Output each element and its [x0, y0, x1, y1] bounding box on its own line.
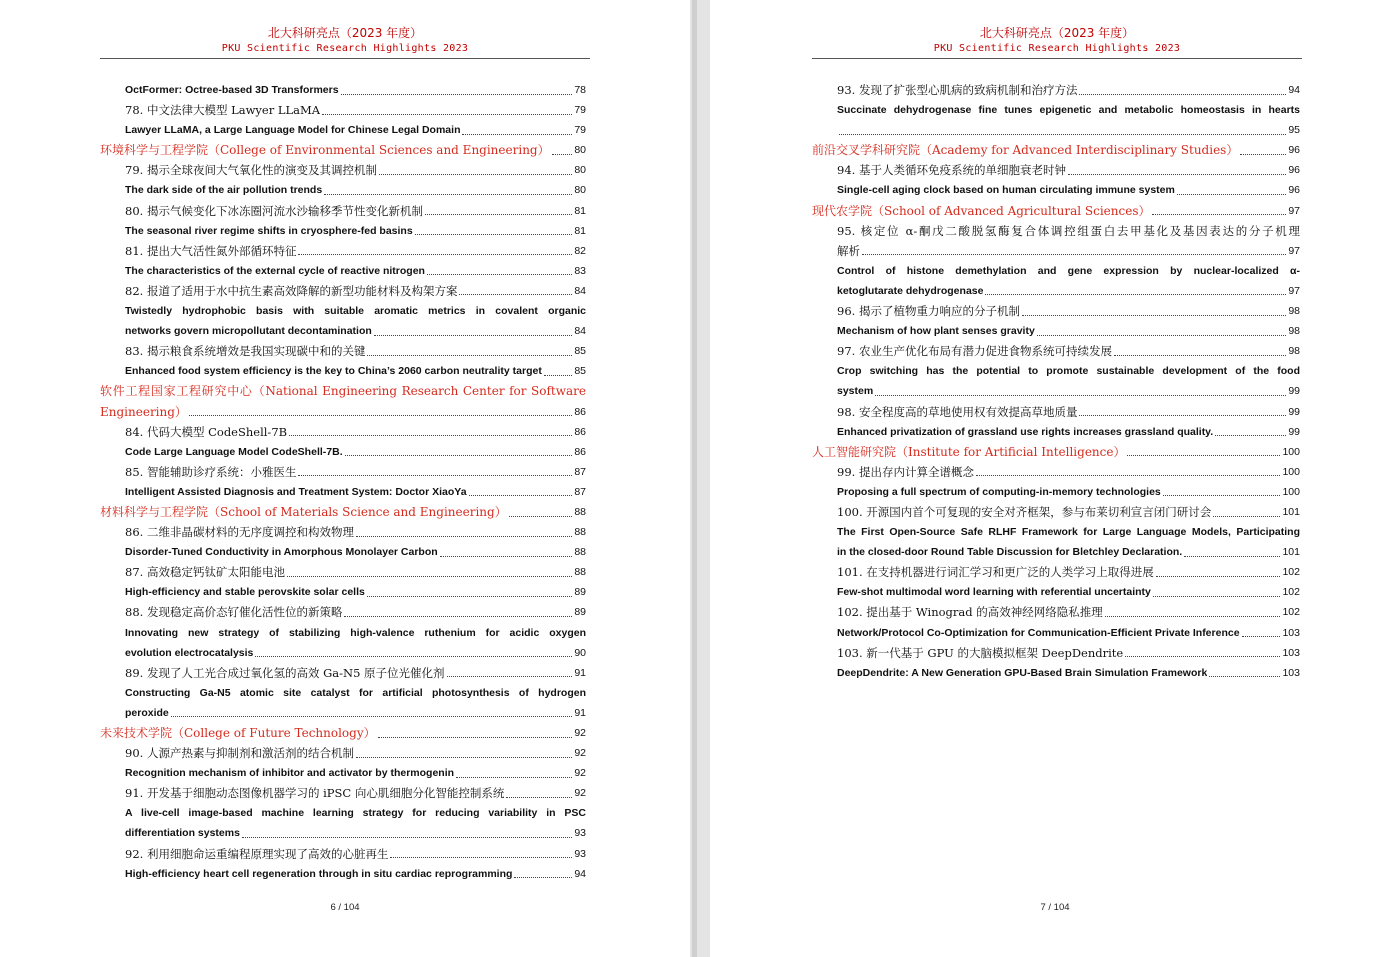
toc-leader-dots	[1125, 656, 1280, 657]
toc-leader-dots	[1037, 335, 1287, 336]
toc-section-heading[interactable]	[100, 502, 586, 522]
toc-entry[interactable]	[812, 341, 1300, 361]
toc-page-number: 102	[1282, 586, 1300, 599]
toc-entry-title: Control of histone demethylation and gene expression by nuclear-localized α-	[837, 264, 1300, 277]
toc-leader-dots	[1127, 455, 1280, 456]
toc-leader-dots	[1022, 315, 1286, 316]
toc-page-number: 96	[1288, 184, 1300, 197]
page-gutter	[690, 0, 710, 957]
toc-entry[interactable]	[812, 582, 1300, 602]
toc-entry-title: 84. 代码大模型 CodeShell-7B	[125, 424, 288, 439]
toc-entry-title: 99. 提出存内计算全谱概念	[837, 464, 974, 479]
toc-page-number: 98	[1288, 345, 1300, 358]
toc-page-number: 94	[1288, 84, 1300, 96]
toc-leader-dots	[1114, 355, 1286, 356]
toc-entry[interactable]	[812, 361, 1300, 381]
toc-entry-title: 91. 开发基于细胞动态图像机器学习的 iPSC 向心肌细胞分化智能控制系统	[125, 786, 505, 801]
toc-entry[interactable]	[100, 522, 586, 542]
toc-entry-title: The First Open-Source Safe RLHF Framework for Large Language Models, Participating	[837, 526, 1300, 539]
toc-entry[interactable]	[100, 241, 586, 261]
toc-entry[interactable]	[100, 100, 586, 120]
toc-page-number: 81	[574, 204, 586, 217]
toc-entry[interactable]	[812, 623, 1300, 643]
toc-entry-title: Succinate dehydrogenase fine tunes epigenetic and metabolic homeostasis in hearts	[837, 104, 1300, 117]
toc-entry-title: 79. 揭示全球夜间大气氧化性的演变及其调控机制	[125, 163, 377, 178]
toc-page-number: 80	[574, 164, 586, 177]
toc-leader-dots	[298, 475, 572, 476]
toc-page-number: 79	[574, 124, 586, 137]
toc-leader-dots	[976, 475, 1281, 476]
toc-entry-title: 86. 二维非晶碳材料的无序度调控和构效物理	[125, 525, 354, 540]
toc-entry[interactable]	[100, 844, 586, 864]
toc-leader-dots	[324, 194, 572, 195]
toc-page-number: 100	[1282, 445, 1300, 458]
toc-entry[interactable]	[812, 502, 1300, 522]
toc-leader-dots	[875, 395, 1286, 396]
toc-entry-title: 83. 揭示粮食系统增效是我国实现碳中和的关键	[125, 344, 366, 359]
toc-entry[interactable]	[100, 462, 586, 482]
toc-leader-dots	[322, 114, 572, 115]
toc-entry-title: Few-shot multimodal word learning with referential uncertainty	[837, 586, 1151, 599]
toc-leader-dots	[514, 877, 572, 878]
toc-entry-title: Proposing a full spectrum of computing-in-memory technologies	[837, 485, 1161, 498]
toc-entry[interactable]	[100, 602, 586, 622]
toc-entry[interactable]	[812, 180, 1300, 200]
toc-entry[interactable]	[812, 281, 1300, 301]
toc-page-number: 92	[574, 727, 586, 739]
toc-entry[interactable]	[100, 120, 586, 140]
toc-page-number: 90	[574, 646, 586, 659]
toc-leader-dots	[374, 335, 573, 336]
toc-page-number: 83	[574, 264, 586, 277]
toc-entry-title: networks govern micropollutant decontamination	[125, 325, 372, 338]
page-7	[710, 0, 1400, 957]
toc-leader-dots	[1153, 596, 1281, 597]
toc-leader-dots	[378, 737, 573, 738]
toc-page-number: 103	[1282, 626, 1300, 639]
toc-section-heading[interactable]	[100, 402, 586, 422]
toc-leader-dots	[425, 214, 572, 215]
toc-entry[interactable]	[100, 180, 586, 200]
toc-leader-dots	[1215, 435, 1286, 436]
page-header	[812, 26, 1302, 56]
toc-entry[interactable]	[812, 160, 1300, 180]
toc-entry-title: Disorder-Tuned Conductivity in Amorphous Monolayer Carbon	[125, 546, 438, 559]
toc-entry-title: Crop switching has the potential to promote sustainable development of the food	[837, 365, 1300, 378]
toc-entry-title: Enhanced food system efficiency is the key to China’s 2060 carbon neutrality target	[125, 365, 542, 378]
toc-leader-dots	[255, 656, 572, 657]
toc-page-number: 89	[574, 606, 586, 619]
toc-leader-dots	[189, 415, 572, 416]
toc-entry-title: 未来技术学院（College of Future Technology）	[100, 726, 376, 740]
toc-leader-dots	[839, 134, 1286, 135]
toc-entry[interactable]	[812, 482, 1300, 502]
toc-leader-dots	[985, 294, 1286, 295]
toc-section-heading[interactable]	[812, 201, 1300, 221]
toc-leader-dots	[1152, 214, 1286, 215]
toc-leader-dots	[356, 757, 572, 758]
toc-page-number: 99	[1288, 425, 1300, 438]
toc-page-number: 91	[574, 666, 586, 679]
page-number: 6 / 104	[330, 902, 360, 913]
toc-entry-title: 81. 提出大气活性氮外部循环特征	[125, 243, 297, 258]
toc-entry[interactable]	[100, 562, 586, 582]
toc-leader-dots	[298, 254, 572, 255]
toc-entry-title: 80. 揭示气候变化下冰冻圈河流水沙输移季节性变化新机制	[125, 203, 423, 218]
toc-page-number: 102	[1282, 606, 1300, 619]
toc-entry-title: 97. 农业生产优化布局有潜力促进食物系统可持续发展	[837, 344, 1112, 359]
toc-section-heading[interactable]	[812, 442, 1300, 462]
toc-leader-dots	[459, 294, 572, 295]
toc-leader-dots	[1163, 495, 1281, 496]
header-title-zh: 北大科研亮点（2023 年度）	[267, 26, 423, 40]
toc-page-number: 100	[1282, 485, 1300, 498]
toc-section-heading[interactable]	[100, 381, 586, 401]
toc-entry[interactable]	[100, 482, 586, 502]
toc-entry[interactable]	[100, 321, 586, 341]
toc-entry[interactable]	[100, 683, 586, 703]
toc-page-number: 98	[1288, 325, 1300, 338]
toc-entry[interactable]	[812, 321, 1300, 341]
toc-leader-dots	[171, 716, 573, 717]
toc-leader-dots	[1068, 174, 1286, 175]
toc-entry[interactable]	[812, 522, 1300, 542]
toc-list	[812, 80, 1300, 683]
toc-entry[interactable]	[100, 803, 586, 823]
toc-page-number: 101	[1282, 505, 1300, 518]
toc-entry-title: 90. 人源产热素与抑制剂和激活剂的结合机制	[125, 746, 354, 761]
toc-leader-dots	[1156, 576, 1281, 577]
toc-entry-title: The seasonal river regime shifts in cryosphere-fed basins	[125, 224, 413, 237]
toc-leader-dots	[509, 516, 573, 517]
toc-leader-dots	[379, 174, 572, 175]
toc-entry-title: Network/Protocol Co-Optimization for Communication-Efficient Private Inference	[837, 626, 1240, 639]
toc-page-number: 98	[1288, 305, 1300, 318]
toc-entry[interactable]	[100, 864, 586, 884]
toc-section-heading[interactable]	[100, 140, 586, 160]
toc-entry-title: Constructing Ga-N5 atomic site catalyst for artificial photosynthesis of hydrogen	[125, 686, 586, 699]
toc-entry[interactable]	[100, 763, 586, 783]
toc-page-number: 96	[1288, 164, 1300, 177]
toc-entry-title: Single-cell aging clock based on human circulating immune system	[837, 184, 1175, 197]
toc-leader-dots	[1105, 616, 1281, 617]
toc-leader-dots	[367, 596, 572, 597]
toc-leader-dots	[1213, 516, 1280, 517]
toc-leader-dots	[862, 254, 1286, 255]
toc-entry-title: 102. 提出基于 Winograd 的高效神经网络隐私推理	[837, 605, 1103, 620]
toc-entry[interactable]	[100, 261, 586, 281]
toc-page-number: 100	[1282, 465, 1300, 478]
toc-entry[interactable]	[812, 261, 1300, 281]
toc-page-number: 102	[1282, 566, 1300, 579]
toc-entry-title: Engineering）	[100, 404, 187, 419]
toc-page-number: 87	[574, 465, 586, 478]
page-header	[100, 26, 590, 56]
toc-page-number: 85	[574, 365, 586, 378]
toc-page-number: 86	[574, 405, 586, 418]
toc-entry-title: 100. 开源国内首个可复现的安全对齐框架，参与布莱切利宣言闭门研讨会	[837, 504, 1212, 519]
toc-entry[interactable]	[812, 462, 1300, 482]
toc-entry[interactable]	[100, 663, 586, 683]
toc-entry-title: Intelligent Assisted Diagnosis and Treatment System: Doctor XiaoYa	[125, 485, 467, 498]
toc-page-number: 103	[1282, 666, 1300, 679]
toc-entry-title: 92. 利用细胞命运重编程原理实现了高效的心脏再生	[125, 846, 389, 861]
toc-leader-dots	[344, 616, 572, 617]
toc-entry-title: 78. 中文法律大模型 Lawyer LLaMA	[125, 103, 321, 118]
toc-entry[interactable]	[100, 221, 586, 241]
toc-entry-title: system	[837, 385, 874, 398]
toc-page-number: 92	[574, 787, 586, 800]
toc-leader-dots	[462, 134, 572, 135]
toc-page-number: 94	[574, 867, 586, 880]
toc-leader-dots	[289, 435, 572, 436]
toc-entry-title: Mechanism of how plant senses gravity	[837, 325, 1035, 338]
toc-list	[100, 80, 586, 884]
page-6	[0, 0, 690, 957]
toc-entry-title: Enhanced privatization of grassland use rights increases grassland quality.	[837, 425, 1214, 438]
header-title-en: PKU Scientific Research Highlights 2023	[221, 43, 469, 54]
toc-leader-dots	[456, 777, 572, 778]
toc-page-number: 80	[574, 144, 586, 157]
toc-page-number: 99	[1288, 385, 1300, 398]
toc-page-number: 82	[574, 244, 586, 257]
toc-page-number: 89	[574, 586, 586, 599]
toc-entry[interactable]	[812, 221, 1300, 241]
toc-leader-dots	[356, 536, 572, 537]
toc-entry-title: 94. 基于人类循环免疫系统的单细胞衰老时钟	[837, 163, 1066, 178]
toc-entry[interactable]	[100, 623, 586, 643]
toc-page-number: 84	[574, 325, 586, 338]
toc-entry-title: The characteristics of the external cycle of reactive nitrogen	[125, 264, 425, 277]
toc-entry-title: 85. 智能辅助诊疗系统：小雅医生	[125, 464, 297, 479]
toc-entry-title: ketoglutarate dehydrogenase	[837, 284, 984, 297]
toc-entry-title: evolution electrocatalysis	[125, 646, 254, 659]
toc-leader-dots	[440, 556, 573, 557]
toc-page-number: 92	[574, 767, 586, 780]
toc-entry[interactable]	[812, 100, 1300, 120]
toc-entry-title: differentiation systems	[125, 827, 240, 840]
toc-entry-title: peroxide	[125, 706, 169, 719]
toc-entry-title: 环境科学与工程学院（College of Environmental Sciences and Engineering）	[100, 143, 550, 158]
toc-leader-dots	[345, 455, 573, 456]
toc-entry-title: 93. 发现了扩张型心肌病的致病机制和治疗方法	[837, 83, 1078, 97]
toc-entry[interactable]	[812, 301, 1300, 321]
toc-entry-title: OctFormer: Octree-based 3D Transformers	[125, 84, 339, 96]
toc-page-number: 101	[1282, 546, 1300, 559]
toc-entry-title: Recognition mechanism of inhibitor and activator by thermogenin	[125, 767, 455, 780]
toc-entry[interactable]	[100, 442, 586, 462]
toc-entry-title: 87. 高效稳定钙钛矿太阳能电池	[125, 565, 285, 580]
toc-entry-title: Code Large Language Model CodeShell-7B.	[125, 445, 343, 458]
toc-section-heading[interactable]	[812, 140, 1300, 160]
toc-leader-dots	[1079, 415, 1286, 416]
toc-page-number: 93	[574, 847, 586, 860]
toc-entry[interactable]	[812, 402, 1300, 422]
toc-page-number: 97	[1288, 284, 1300, 297]
toc-entry-title: High-efficiency and stable perovskite solar cells	[125, 586, 365, 599]
toc-entry[interactable]	[100, 341, 586, 361]
toc-entry-title: 98. 安全程度高的草地使用权有效提高草地质量	[837, 404, 1078, 419]
toc-entry-title: 前沿交叉学科研究院（Academy for Advanced Interdisciplinary Studies）	[812, 143, 1239, 158]
toc-page-number: 95	[1288, 124, 1300, 137]
toc-entry[interactable]	[100, 703, 586, 723]
toc-entry-title: 82. 报道了适用于水中抗生素高效降解的新型功能材料及构架方案	[125, 283, 458, 298]
toc-leader-dots	[1079, 94, 1286, 95]
toc-entry-title: in the closed-door Round Table Discussion for Bletchley Declaration.	[837, 546, 1183, 559]
toc-page-number: 97	[1288, 244, 1300, 257]
toc-page-number: 87	[574, 485, 586, 498]
toc-entry[interactable]	[100, 743, 586, 763]
toc-page-number: 88	[574, 546, 586, 559]
toc-page-number: 91	[574, 706, 586, 719]
toc-page-number: 85	[574, 345, 586, 358]
toc-entry-title: 96. 揭示了植物重力响应的分子机制	[837, 304, 1020, 319]
toc-entry-title: 人工智能研究院（Institute for Artificial Intelligence）	[812, 444, 1126, 459]
toc-leader-dots	[427, 274, 572, 275]
toc-entry[interactable]	[812, 542, 1300, 562]
toc-leader-dots	[341, 94, 573, 95]
header-rule	[812, 58, 1302, 59]
header-rule	[100, 58, 590, 59]
toc-entry-title: 89. 发现了人工光合成过氧化氢的高效 Ga-N5 原子位光催化剂	[125, 665, 445, 680]
toc-entry-title: 101. 在支持机器进行词汇学习和更广泛的人类学习上取得进展	[837, 565, 1154, 580]
toc-entry-title: 88. 发现稳定高价态钌催化活性位的新策略	[125, 605, 343, 620]
toc-section-heading[interactable]	[100, 723, 586, 743]
toc-entry[interactable]	[100, 582, 586, 602]
toc-leader-dots	[544, 375, 572, 376]
toc-entry[interactable]	[100, 542, 586, 562]
toc-leader-dots	[1242, 636, 1281, 637]
toc-entry[interactable]	[100, 361, 586, 381]
page-number: 7 / 104	[1040, 902, 1070, 913]
toc-entry[interactable]	[100, 160, 586, 180]
toc-entry-title: High-efficiency heart cell regeneration through in situ cardiac reprogramming	[125, 867, 513, 880]
toc-leader-dots	[287, 576, 572, 577]
toc-entry[interactable]	[812, 663, 1300, 683]
toc-page-number: 93	[574, 827, 586, 840]
toc-entry[interactable]	[100, 301, 586, 321]
toc-leader-dots	[1240, 154, 1286, 155]
toc-leader-dots	[367, 355, 572, 356]
toc-leader-dots	[415, 234, 573, 235]
toc-entry[interactable]	[812, 562, 1300, 582]
toc-entry[interactable]	[100, 281, 586, 301]
toc-page-number: 78	[574, 84, 586, 96]
toc-entry-title: DeepDendrite: A New Generation GPU-Based Brain Simulation Framework	[837, 666, 1208, 679]
toc-leader-dots	[1184, 556, 1280, 557]
toc-entry[interactable]	[812, 643, 1300, 663]
toc-entry[interactable]	[812, 381, 1300, 401]
toc-page-number: 79	[574, 104, 586, 117]
toc-entry-title: 现代农学院（School of Advanced Agricultural Sciences）	[812, 203, 1151, 218]
toc-entry-title: Lawyer LLaMA, a Large Language Model for Chinese Legal Domain	[125, 124, 461, 137]
toc-page-number: 86	[574, 445, 586, 458]
toc-page-number: 88	[574, 505, 586, 518]
toc-entry[interactable]	[812, 422, 1300, 442]
toc-entry-title: 材料科学与工程学院（School of Materials Science and Engineering）	[100, 504, 507, 519]
toc-entry-title: 软件工程国家工程研究中心（National Engineering Research Center for Software	[100, 384, 586, 399]
toc-page-number: 97	[1288, 204, 1300, 217]
toc-leader-dots	[242, 837, 572, 838]
toc-page-number: 80	[574, 184, 586, 197]
toc-entry[interactable]	[100, 643, 586, 663]
toc-entry-title: Innovating new strategy of stabilizing high-valence ruthenium for acidic oxygen	[125, 626, 586, 639]
toc-leader-dots	[552, 154, 573, 155]
toc-entry[interactable]	[812, 241, 1300, 261]
toc-entry[interactable]	[100, 823, 586, 843]
header-title-zh: 北大科研亮点（2023 年度）	[979, 26, 1135, 40]
toc-page-number: 92	[574, 747, 586, 760]
toc-leader-dots	[469, 495, 573, 496]
toc-entry[interactable]	[100, 80, 586, 100]
toc-entry-title: 解析	[837, 243, 860, 258]
toc-page-number: 88	[574, 566, 586, 579]
header-title-en: PKU Scientific Research Highlights 2023	[933, 43, 1181, 54]
toc-page-number: 103	[1282, 646, 1300, 659]
toc-entry[interactable]	[812, 80, 1300, 100]
toc-entry[interactable]	[100, 201, 586, 221]
toc-leader-dots	[1209, 676, 1280, 677]
toc-entry[interactable]	[100, 783, 586, 803]
toc-entry-title: 95. 核定位 α-酮戊二酸脱氢酶复合体调控组蛋白去甲基化及基因表达的分子机理	[837, 223, 1300, 238]
toc-page-number: 88	[574, 526, 586, 539]
toc-entry-title: Twistedly hydrophobic basis with suitable aromatic metrics in covalent organic	[125, 305, 586, 318]
toc-page-number: 86	[574, 425, 586, 438]
toc-entry-title: A live-cell image-based machine learning strategy for reducing variability in PSC	[125, 807, 586, 820]
toc-leader-dots	[390, 857, 572, 858]
toc-entry[interactable]	[100, 422, 586, 442]
toc-page-number: 81	[574, 224, 586, 237]
toc-entry-title: The dark side of the air pollution trends	[125, 184, 323, 197]
toc-page-number: 84	[574, 284, 586, 297]
toc-page-number: 96	[1288, 144, 1300, 157]
toc-entry-title: 103. 新一代基于 GPU 的大脑模拟框架 DeepDendrite	[837, 645, 1124, 660]
toc-entry[interactable]	[812, 120, 1300, 140]
toc-page-number: 99	[1288, 405, 1300, 418]
toc-leader-dots	[506, 797, 572, 798]
toc-entry[interactable]	[812, 602, 1300, 622]
toc-leader-dots	[1177, 194, 1286, 195]
toc-leader-dots	[447, 676, 573, 677]
